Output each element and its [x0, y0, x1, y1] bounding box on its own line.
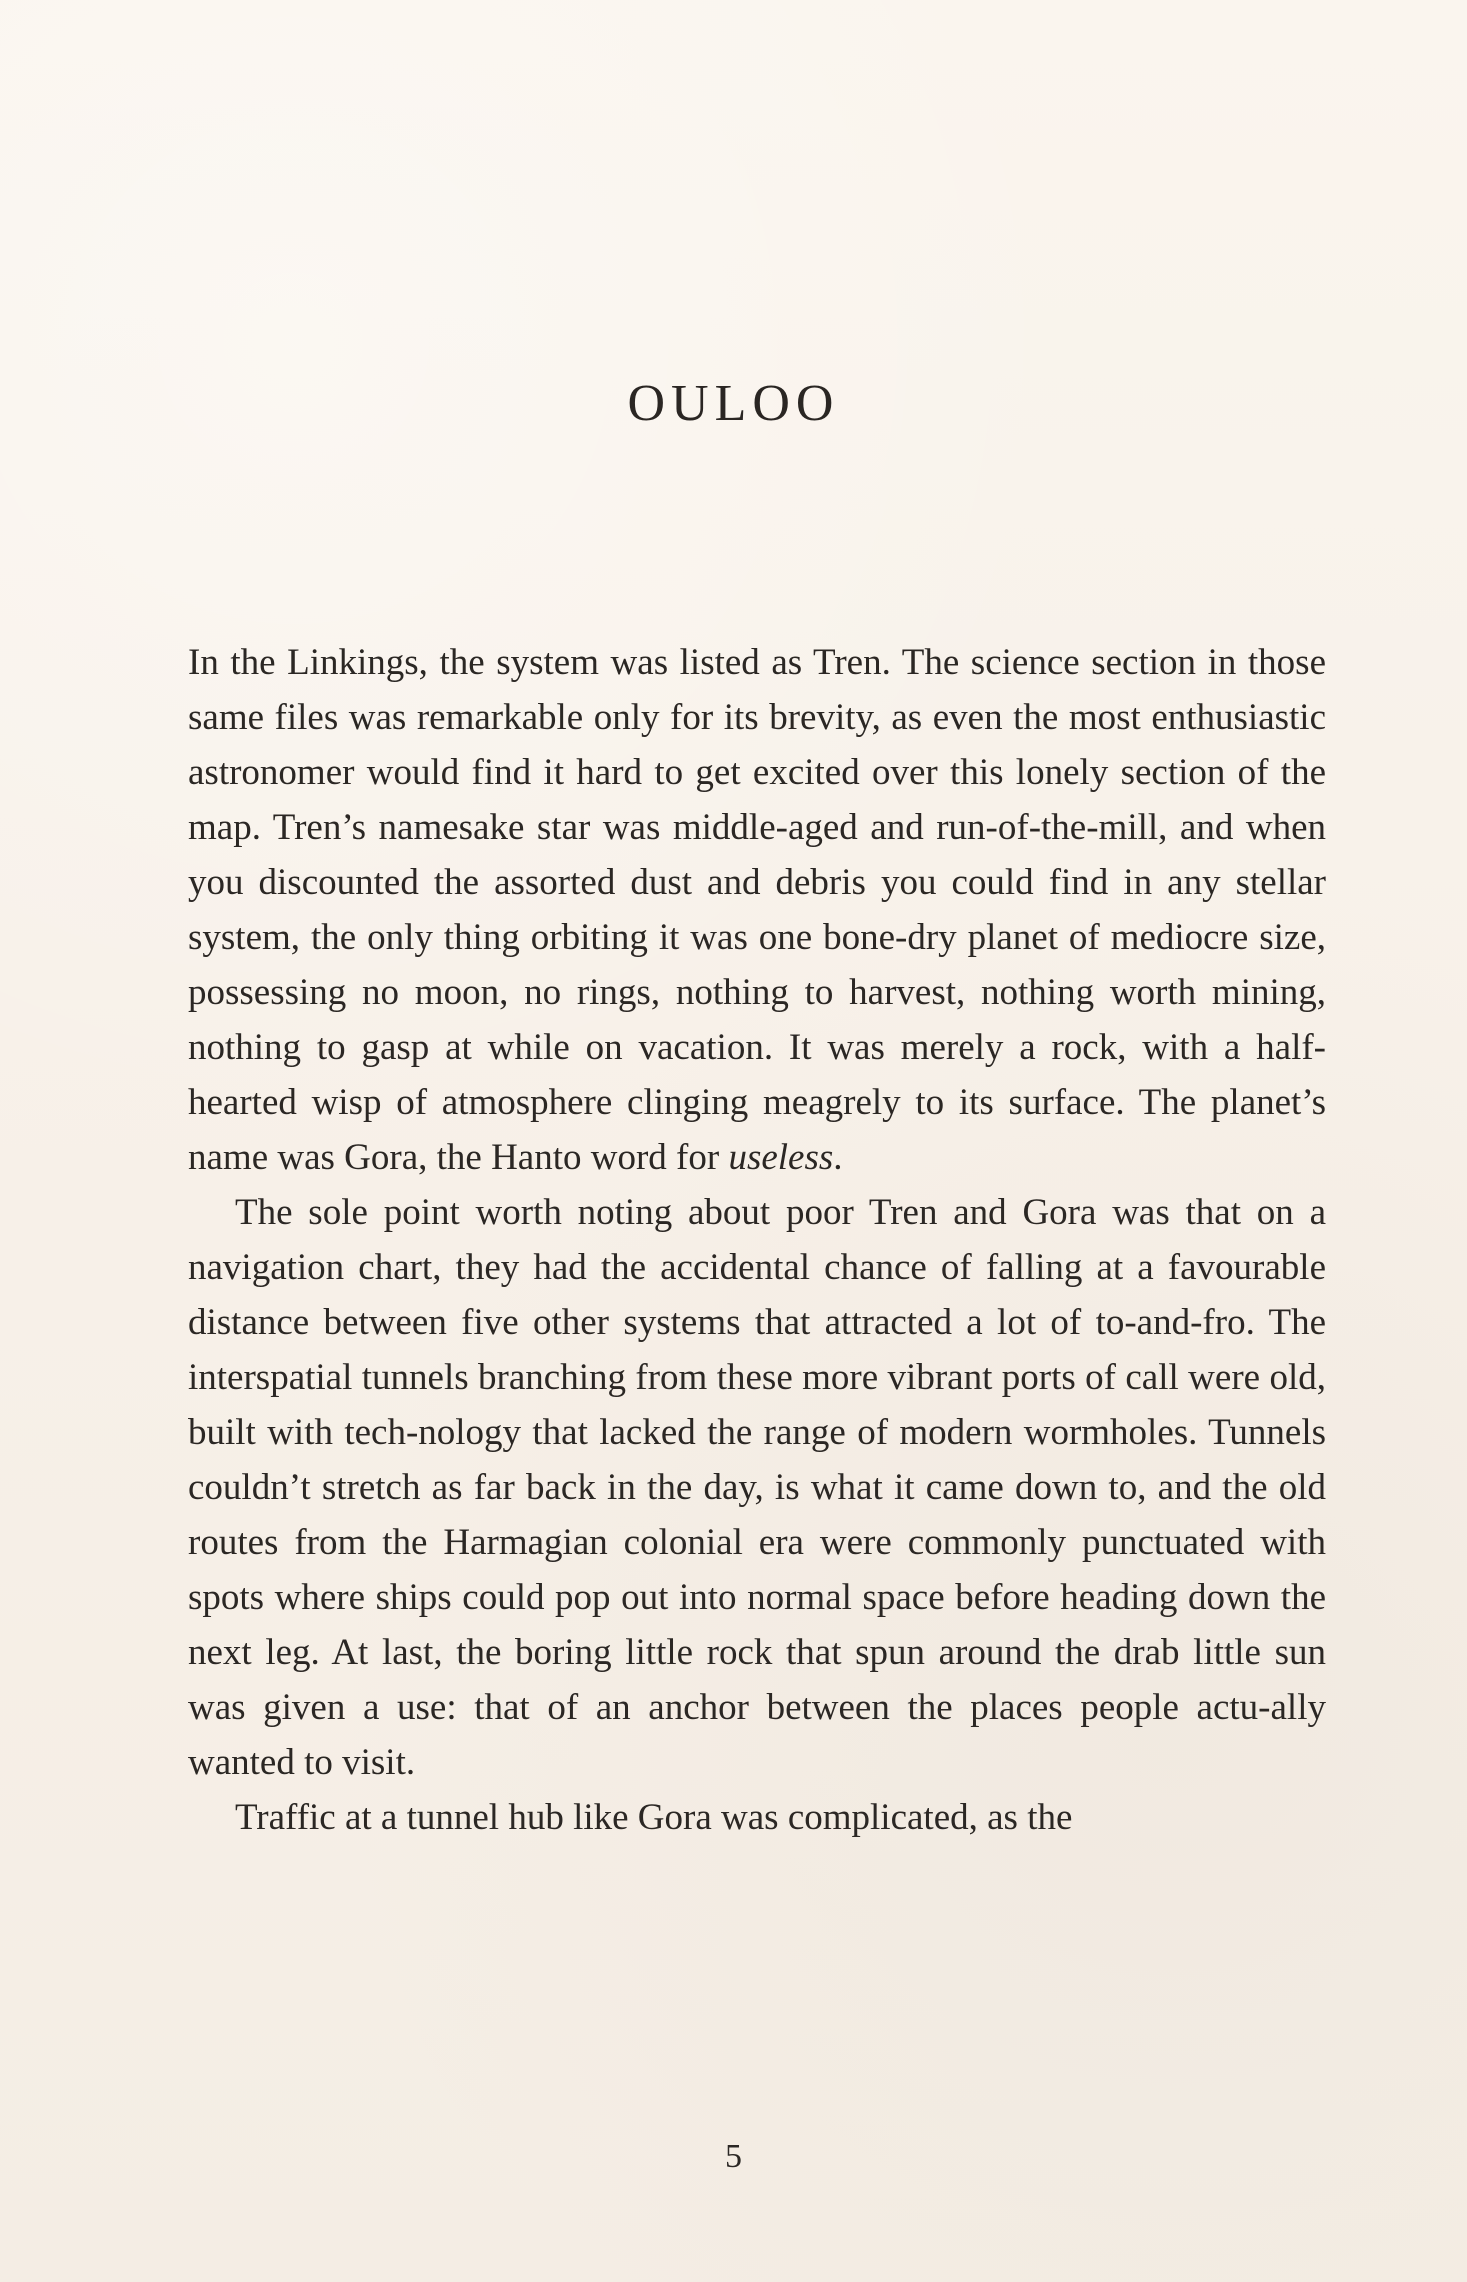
paragraph-3: Traffic at a tunnel hub like Gora was complicated, as the — [235, 1797, 1073, 1838]
paragraph-1-text: In the Linkings, the system was listed as Tren. The science section in those same files was remarkable only for its brevity, as even the most enthusiastic astronomer would find it hard to get excited over this lonely section of the map. Tren’s namesake star was middle-aged and run-of-the-mill, and when you discounted the assorted dust and debris you could find in any stellar system, the only thing orbiting it was one bone-dry planet of mediocre size, possessing no moon, no rings, nothing to harvest, nothing worth mining, nothing to gasp at while on vacation. It was merely a rock, with a half-hearted wisp of atmosphere clinging meagrely to its surface. The planet’s name was Gora, the Hanto word for — [188, 642, 1326, 1178]
paragraph-1-end: . — [833, 1137, 843, 1178]
page-number: 5 — [725, 2138, 742, 2175]
paragraph-1 — [188, 635, 1326, 1185]
chapter-title: OULOO — [627, 374, 840, 432]
paragraph-2: The sole point worth noting about poor Tren and Gora was that on a navigation chart, they had the accidental chance of falling at a favourable distance between five other systems that attracted a lot of to-and-fro. The interspatial tunnels branching from these more vibrant ports of call were old, built with tech-nology that lacked the range of modern wormholes. Tunnels couldn’t stretch as far back in the day, is what it came down to, and the old routes from the Harmagian colonial era were commonly punctuated with spots where ships could pop out into normal space before heading down the next leg. At last, the boring little rock that spun around the drab little sun was given a use: that of an anchor between the places people actu-ally wanted to visit. — [188, 1192, 1326, 1783]
chapter-body-text — [188, 635, 1326, 1845]
emphasis-useless: useless — [728, 1137, 834, 1178]
